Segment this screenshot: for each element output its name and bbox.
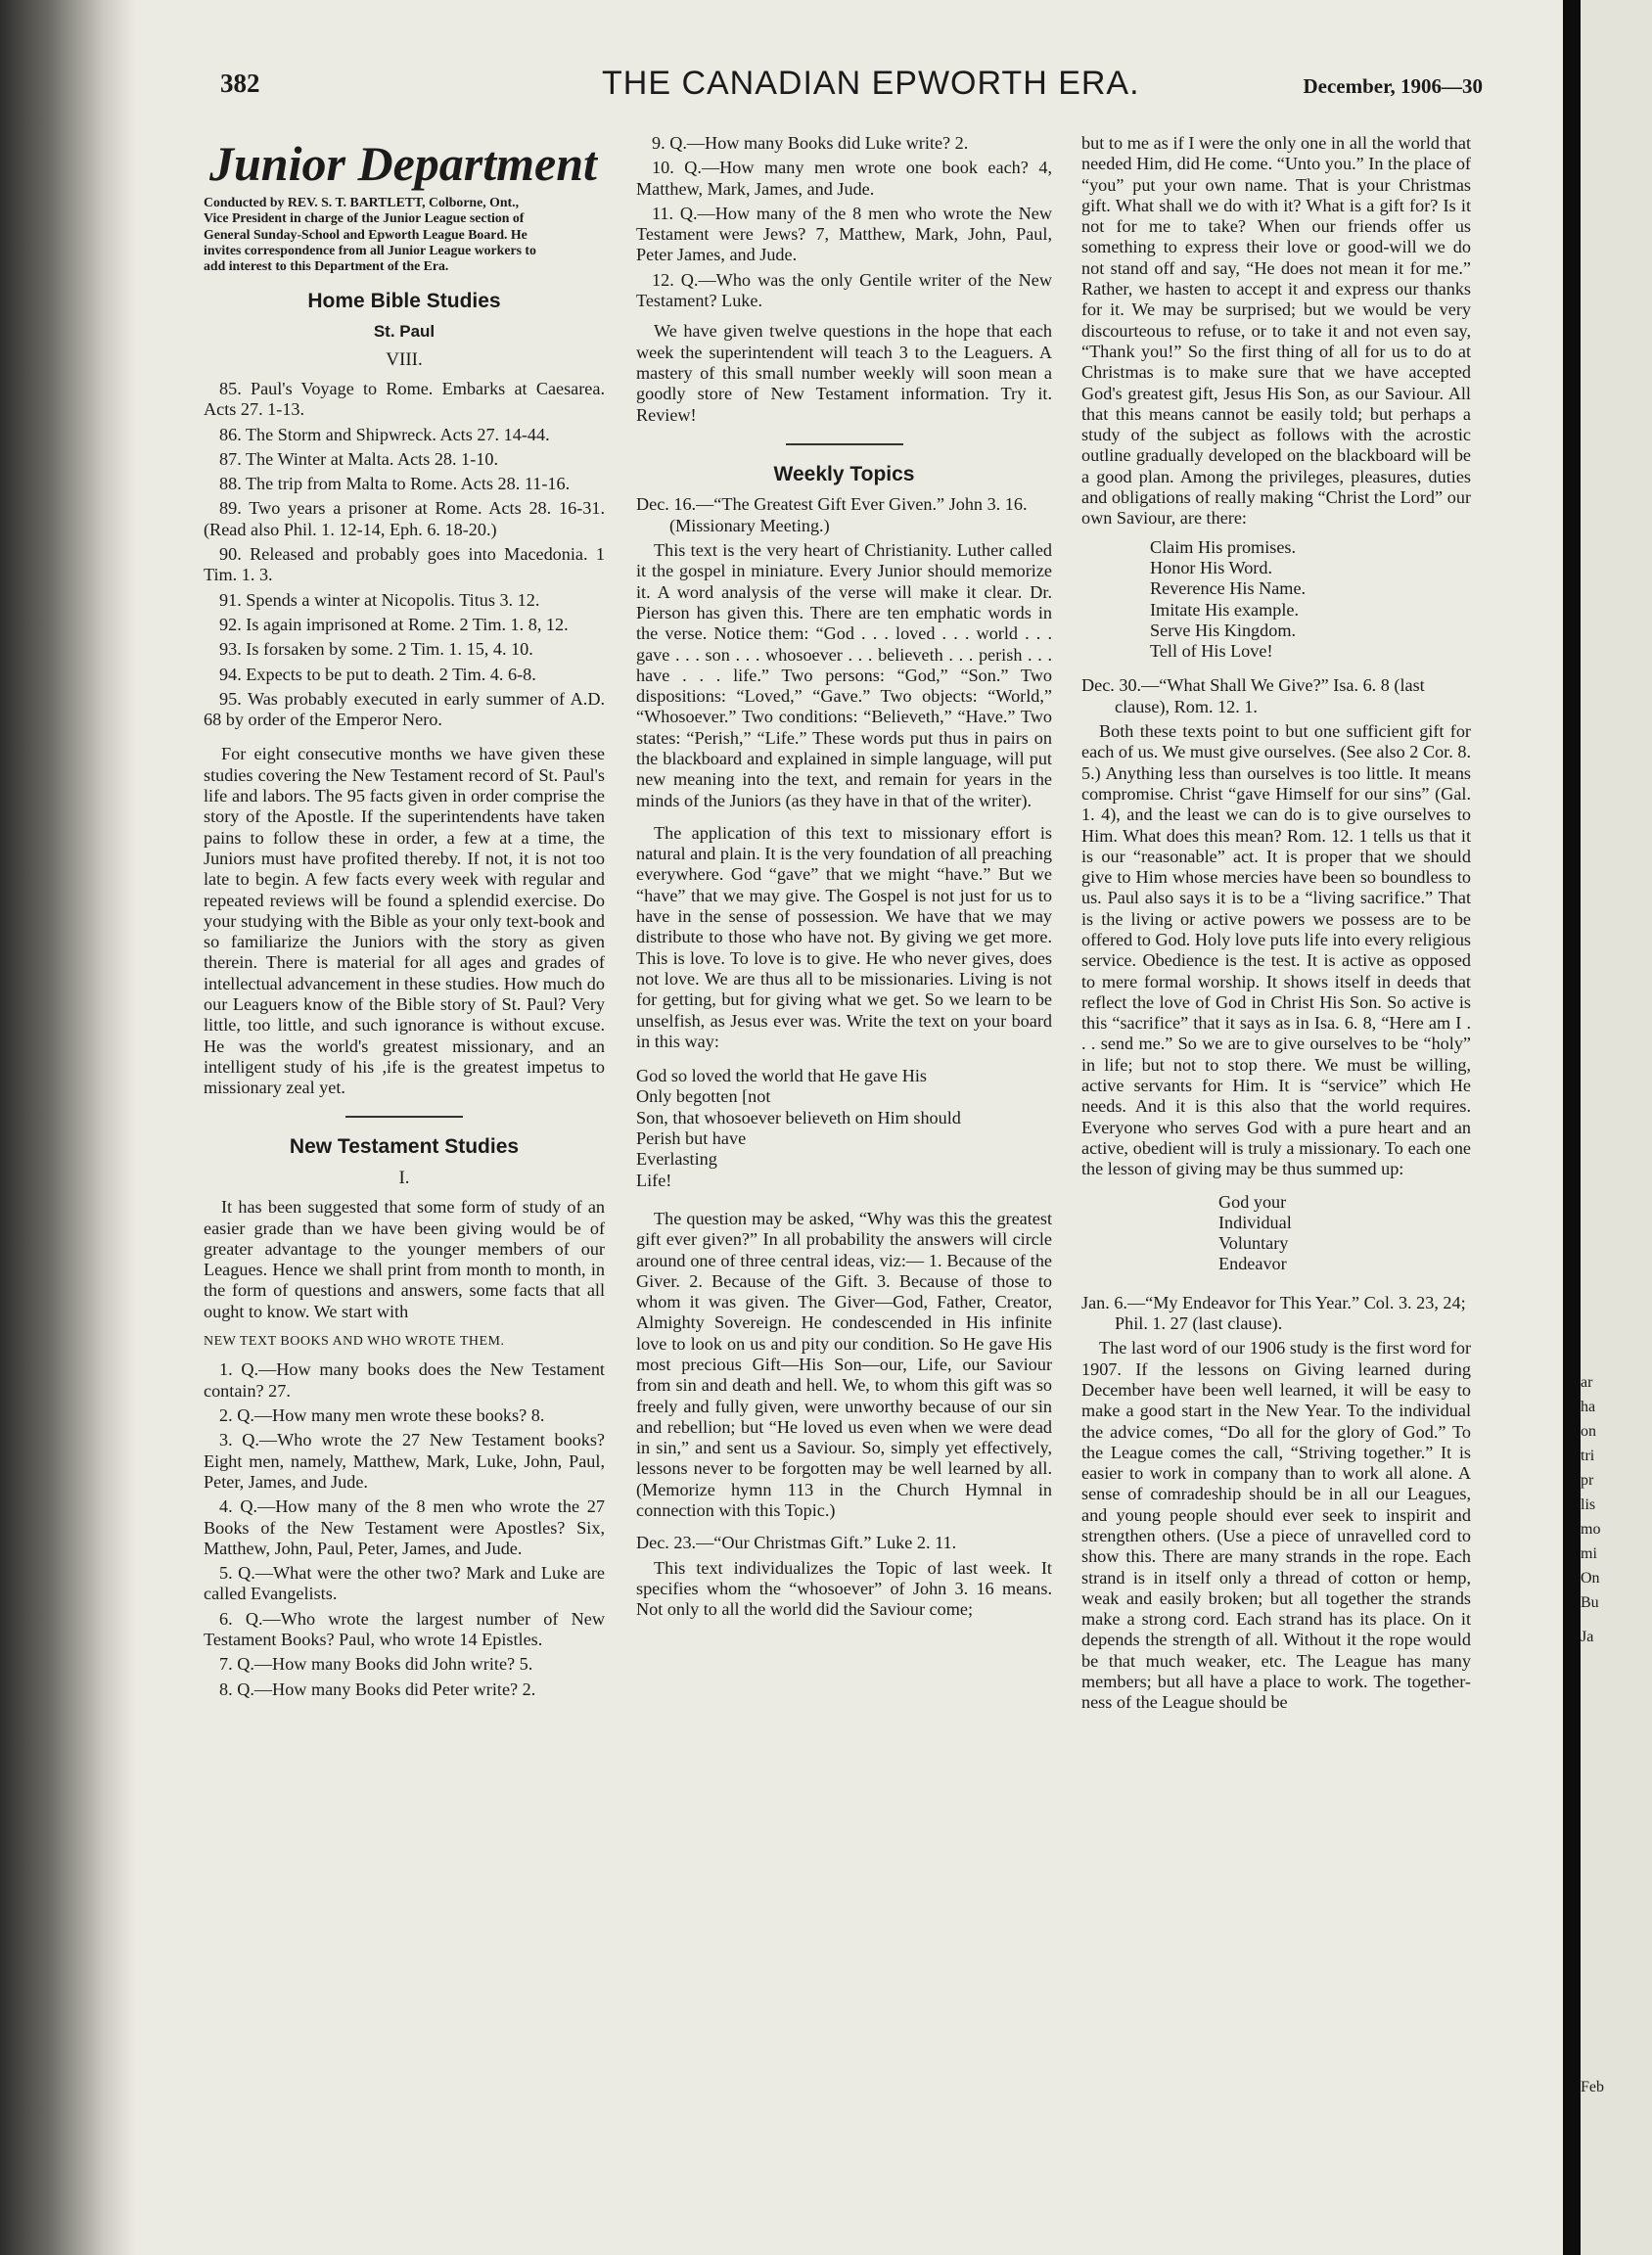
acrostic-line: Serve His Kingdom. [1150,620,1297,640]
question-item: 4. Q.—How many of the 8 men who wrote the 27 Books of the New Testament were Apostles? Six, Matthew, John, Paul, Peter, James, and Jude. [204,1496,605,1558]
acrostic-line: Individual [1218,1212,1292,1232]
acrostic-line: Endeavor [1218,1254,1287,1274]
section-heading-weekly-topics: Weekly Topics [773,462,915,485]
facing-page-fragment: tri [1581,1448,1595,1464]
study-item: 89. Two years a prisoner at Rome. Acts 28. 16-31. (Read also Phil. 1. 12-14, Eph. 6. 18-20.) [204,498,605,539]
facing-page-fragment: mi [1581,1545,1597,1562]
topic-dec-30: Dec. 30.—“What Shall We Give?” Isa. 6. 8 (last clause), Rom. 12. 1. [1081,675,1425,716]
roman-numeral-viii: VIII. [386,348,423,370]
body-paragraph: We have given twelve questions in the hope that each week the superintendent will teach 3 to the Leaguers. A mastery of this small number weekly will soon mean a goodly store of New Testament information. Try it. Review! [636,321,1052,425]
facing-page-fragment: lis [1581,1496,1596,1513]
question-item: 1. Q.—How many books does the New Testament contain? 27. [204,1359,605,1401]
question-item: 12. Q.—Who was the only Gentile writer of the New Testament? Luke. [636,269,1052,311]
question-item: 7. Q.—How many Books did John write? 5. [219,1654,533,1675]
facing-page-edge [1581,0,1652,2255]
acrostic-line: God so loved the world that He gave His [636,1066,928,1086]
department-title: Junior Department [209,136,597,191]
acrostic-line: God your [1218,1191,1287,1212]
question-list [636,133,1052,311]
acrostic-line: Everlasting [636,1149,717,1170]
body-paragraph: For eight consecutive months we have given these studies covering the New Testament record of St. Paul's life and labors. The 95 facts given in order comprise the story of the Apostle. If the superintendents have taken pains to follow these in order, a few at a time, the Juniors must have profited thereby. If not, it is not too late to begin. A few facts every week with regular and repeated reviews will be found a splendid exercise. Do your studying with the Bible as your only text-book and so familiarize the Juniors with the story as given therein. There is material for all ages and grades of intellectual advancement in these studies. How much do our Leaguers know of the Bible story of St. Paul? Very little, too little, and such ignorance is without excuse. He was the world's greatest missionary, and an intelligent study of his ,ife is the greatest impetus to missionary zeal yet. [204,744,605,1098]
section-heading-new-testament-studies: New Testament Studies [289,1135,520,1159]
acrostic-line: Tell of His Love! [1150,641,1273,662]
section-heading-home-bible-studies: Home Bible Studies [307,290,501,313]
study-item: 86. The Storm and Shipwreck. Acts 27. 14-44. [219,424,550,444]
study-item: 95. Was probably executed in early summer of A.D. 68 by order of the Emperor Nero. [204,688,605,730]
conductor-line: General Sunday-School and Epworth League Board. He [204,226,528,242]
study-item: 94. Expects to be put to death. 2 Tim. 4. 6-8. [219,664,536,684]
body-paragraph: but to me as if I were the only one in all the world that needed Him, did He come. “Unto you.” In the place of “you” put your own name. That is your Christmas gift. What shall we do with it? What is a gift for? Is it not for me to take? When our friends offer us something to express their love or good-will we do not stand off and say, “He does not mean it for me.” Rather, we hasten to accept it and express our thanks for it. We may be surprised; but we would be very discourteous to refuse, or to take it and not even say, “Thank you!” So the first thing of all for us to do at Christmas is to make sure that we have accepted God's greatest gift, Jesus His Son, as our Saviour. All that this means cannot be easily told; but perhaps a study of the subject as follows with the acrostic outline gradually developed on the blackboard will be a good plan. Among the privileges, pleasures, duties and obligations of really making “Christ the Lord” our own Saviour, are there: [1081,133,1471,529]
conductor-note [204,195,605,274]
conductor-line: Vice President in charge of the Junior League section of [204,210,525,226]
facing-page-fragment: mo [1581,1521,1601,1538]
body-paragraph: The question may be asked, “Why was this the greatest gift ever given?” In all probability the answers will circle around one of three central ideas, viz:— 1. Because of the Giver. 2. Because of the Gift. 3. Because of those to whom it was given. The Giver—God, Father, Creator, Almighty Sovereign. He condescended in His infinite love to look on us and pity our condition. So He gave His most precious Gift—His Son—our, Life, our Saviour from sin and death and hell. We, to whom this gift was so freely and fully given, were unworthy because of our sin and rebellion; but “He loved us even when we were dead in sin,” and sent us a Saviour. So, simply yet effectively, lessons never to be forgotten may be well learned by all. (Memorize hymn 113 in the Church Hymnal in connection with this Topic.) [636,1208,1052,1521]
body-paragraph: Both these texts point to but one sufficient gift for each of us. We must give ourselves. (See also 2 Cor. 8. 5.) Anything less than ourselves is too little. It means compromise. Christ “gave Himself for our sins” (Gal. 1. 4), and the least we can do is to give ourselves to Him. What does this mean? Rom. 12. 1 tells us that it is our “reasonable” act. It is proper that we should give to Him whose mercies have been so boundless to us. Paul also says it is to be a “living sacrifice.” That is the living or active powers we possess are to be offered to God. Holy love puts life into every religious service. Obedience is the test. It is active as opposed to mere formal worship. It shows itself in deeds that reflect the love of God in Christ His Son. So active is this “sacrifice” that it says as in Isa. 6. 8, “Here am I . . . send me.” So we are to give ourselves to be “holy” in life; but not to stop there. We must be willing, active servants for Him. It is “service” which He needs. And it is this also that the world requires. Everyone who serves God with a pure heart and an active, obedient will is truly a missionary. To each one the lesson of giving may be thus summed up: [1081,721,1471,1179]
study-item: 93. Is forsaken by some. 2 Tim. 1. 15, 4. 10. [219,639,533,660]
column-1 [204,133,605,1704]
conductor-line: invites correspondence from all Junior League workers to [204,242,536,257]
magazine-title: THE CANADIAN EPWORTH ERA. [602,65,1140,102]
facing-page-fragment: pr [1581,1472,1594,1489]
body-paragraph: The application of this text to missionary effort is natural and plain. It is the very foundation of all preaching everywhere. God “gave” that we might “have.” But we “have” that we may give. The Gospel is not just for us to have in the sense of possession. We have that we may distribute to those who have not. By giving we get more. This is love. To love is to give. He who never gives, does not love. We are thus all to be missionaries. Living is not for getting, but for giving what we get. So we learn to be unselfish, as Jesus ever was. Write the text on your board in this way: [636,822,1052,1051]
page-gutter [1563,0,1581,2255]
section-divider [345,1116,463,1118]
study-item: 88. The trip from Malta to Rome. Acts 28. 11-16. [219,474,571,494]
topic-jan-6: Jan. 6.—“My Endeavor for This Year.” Col. 3. 23, 24; Phil. 1. 27 (last clause). [1081,1292,1466,1334]
acrostic-line: Claim His promises. [1150,536,1297,557]
acrostic-give [1218,1192,1471,1275]
question-item: 9. Q.—How many Books did Luke write? 2. [652,133,969,153]
question-item: 10. Q.—How many men wrote one book each? 4, Matthew, Mark, James, and Jude. [636,158,1052,199]
facing-page-fragment: on [1581,1423,1596,1440]
study-item: 87. The Winter at Malta. Acts 28. 1-10. [219,448,498,469]
question-item: 2. Q.—How many men wrote these books? 8. [219,1405,545,1426]
study-item: 85. Paul's Voyage to Rome. Embarks at Caesarea. Acts 27. 1-13. [204,378,605,420]
question-item: 6. Q.—Who wrote the largest number of New Testament Books? Paul, who wrote 14 Epistles. [204,1608,605,1649]
topic-dec-23: Dec. 23.—“Our Christmas Gift.” Luke 2. 11. [636,1533,957,1553]
question-item: 3. Q.—Who wrote the 27 New Testament books? Eight men, namely, Matthew, Mark, Luke, John, Paul, Peter, James, and Jude. [204,1430,605,1492]
acrostic-line: Perish but have [636,1128,747,1149]
acrostic-christ [1150,537,1471,663]
acrostic-line: Imitate His example. [1150,599,1300,620]
conductor-line: Conducted by REV. S. T. BARTLETT, Colborne, Ont., [204,195,520,209]
facing-page-fragment: Ja [1581,1629,1594,1645]
column-3 [1081,133,1471,1726]
subheading-st-paul: St. Paul [373,321,436,341]
column-2 [636,133,1052,1633]
acrostic-line: Voluntary [1218,1233,1289,1254]
acrostic-gospel [636,1066,1052,1191]
section-divider [786,443,903,445]
question-list [204,1359,605,1699]
acrostic-line: Son, that whosoever believeth on Him should [636,1107,961,1128]
acrostic-line: Only begotten [not [636,1086,771,1107]
study-item: 92. Is again imprisoned at Rome. 2 Tim. 1. 8, 12. [219,614,569,634]
question-item: 5. Q.—What were the other two? Mark and Luke are called Evangelists. [204,1563,605,1604]
book-binding-shadow [0,0,137,2255]
roman-numeral-i: I. [398,1168,410,1189]
body-paragraph: The last word of our 1906 study is the first word for 1907. If the lessons on Giving learned during December have been well learned, it will be easy to make a good start in the New Year. To the individual the advice comes, “Do all for the glory of God.” To the League comes the call, “Striving together.” It is easier to work in company than to work all alone. A sense of comradeship should be in all our Leagues, and young people should ever seek to inspirit and strengthen others. (Use a piece of unravelled cord to show this. There are many strands in the rope. Each strand is in itself only a thread of cotton or hemp, weak and easily broken; but all together the strands make a strong cord. Each strand has its place. On it depends the strength of all. Without it the rope would be that much weaker, etc. The League has many members; but all have a place to work. The together-ness of the League should be [1081,1338,1471,1713]
topic-dec-16: Dec. 16.—“The Greatest Gift Ever Given.” John 3. 16. (Missionary Meeting.) [636,494,1028,535]
question-item: 8. Q.—How many Books did Peter write? 2. [219,1679,536,1699]
body-paragraph: This text is the very heart of Christianity. Luther called it the gospel in miniature. Every Junior should memorize it. A word analysis of the verse will make it clear. Dr. Pierson has given this. There are ten emphatic words in the verse. Notice them: “God . . . loved . . . world . . . gave . . . son . . . whosoever . . . believeth . . . perish . . . have . . . life.” Two persons: “God,” “Son.” Two dispositions: “Loved,” “Gave.” Two objects: “World,” “Whosoever.” Two conditions: “Believeth,” “Have.” Two states: “Perish,” “Life.” These words put thus in pairs on the blackboard and explained in simple language, will put new meaning into the text, and remain for years in the minds of the Juniors (as they have in that of the writer). [636,540,1052,810]
body-paragraph: This text individualizes the Topic of last week. It specifies whom the “whosoever” of John 3. 16 means. Not only to all the world did the Saviour come; [636,1557,1052,1620]
facing-page-fragment: ha [1581,1399,1596,1415]
conductor-line: add interest to this Department of the Era. [204,258,449,274]
study-item: 90. Released and probably goes into Macedonia. 1 Tim. 1. 3. [204,544,605,585]
facing-page-fragment: ar [1581,1374,1593,1391]
facing-page-fragment: Bu [1581,1594,1599,1611]
study-item: 91. Spends a winter at Nicopolis. Titus 3. 12. [219,589,540,610]
issue-date: December, 1906—30 [1303,74,1483,98]
running-header [220,65,1483,114]
facing-page-fragment: On [1581,1570,1600,1587]
acrostic-line: Life! [636,1170,672,1190]
study-list [204,379,605,730]
subheading-new-text-books: NEW TEXT BOOKS AND WHO WROTE THEM. [204,1334,505,1350]
acrostic-line: Honor His Word. [1150,557,1273,577]
acrostic-line: Reverence His Name. [1150,578,1307,599]
facing-page-fragment: Feb [1581,2079,1604,2095]
question-item: 11. Q.—How many of the 8 men who wrote the New Testament were Jews? 7, Matthew, Mark, John, Paul, Peter James, and Jude. [636,203,1052,265]
body-paragraph: It has been suggested that some form of study of an easier grade than we have been giving would be of greater advantage to the younger members of our Leagues. Hence we shall print from month to month, in the form of questions and answers, some facts that all ought to know. We start with [204,1197,605,1321]
page-number: 382 [220,69,260,98]
